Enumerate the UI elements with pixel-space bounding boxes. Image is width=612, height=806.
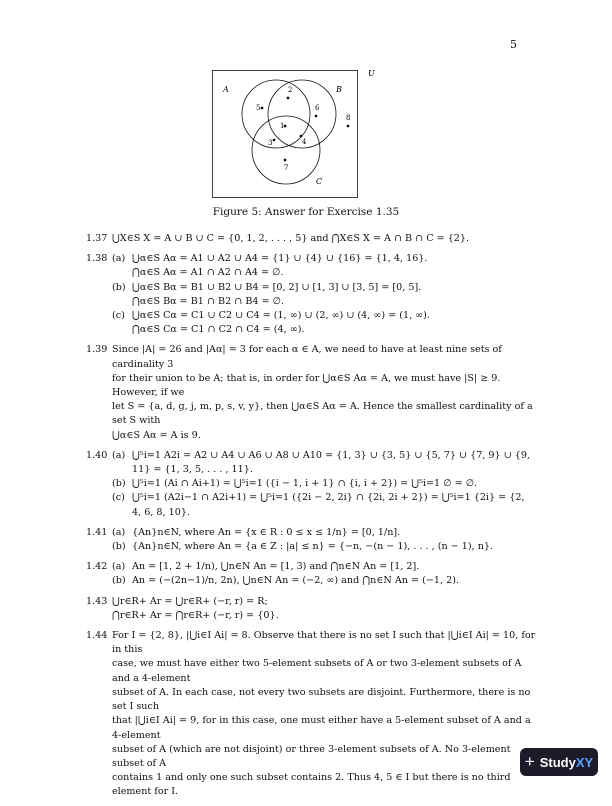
exercise-part: [112, 281, 536, 309]
label-c: C: [316, 177, 323, 186]
part-line: {An}n∈N, where An = {x ∈ R : 0 ≤ x ≤ 1/n} = [0, 1/n].: [132, 526, 401, 538]
exercise: [86, 232, 536, 246]
exercise-line: let S = {a, d, g, j, m, p, s, v, y}, then ⋃α∈S Aα = A. Hence the smallest cardinality of a set S with: [112, 401, 533, 427]
venn-point-label: 6: [315, 104, 320, 112]
exercise: [86, 526, 536, 554]
part-label: (a): [112, 526, 126, 538]
part-line: ⋂α∈S Bα = B1 ∩ B2 ∩ B4 = ∅.: [132, 295, 285, 307]
part-label: (a): [112, 253, 126, 265]
exercise-line: ⋃X∈S X = A ∪ B ∪ C = {0, 1, 2, . . . , 5} and ⋂X∈S X = A ∩ B ∩ C = {2}.: [112, 233, 470, 244]
venn-point-label: 2: [288, 86, 293, 94]
exercise-part: [112, 574, 536, 588]
exercise-number: 1.38: [86, 253, 108, 265]
exercise-number: 1.42: [86, 561, 108, 573]
exercise-line: ⋃α∈S Aα = A is 9.: [112, 429, 201, 441]
exercise-number: 1.37: [86, 233, 108, 244]
exercise: [86, 560, 536, 588]
exercise-part: [112, 477, 536, 491]
part-label: (c): [112, 492, 125, 504]
part-line: ⋃α∈S Cα = C1 ∪ C2 ∪ C4 = (1, ∞) ∪ (2, ∞) ∪ (4, ∞) = (1, ∞).: [132, 310, 430, 322]
brand-label: Study: [539, 754, 576, 770]
venn-point-label: 4: [302, 138, 307, 146]
exercise-list: [86, 232, 536, 806]
exercise: [86, 343, 536, 442]
label-u: U: [368, 69, 375, 78]
venn-point-label: 7: [284, 164, 289, 172]
part-line: ⋃⁵i=1 A2i = A2 ∪ A4 ∪ A6 ∪ A8 ∪ A10 = {1, 3} ∪ {3, 5} ∪ {5, 7} ∪ {7, 9} ∪ {9, 11} = {1, 3, 5, . . . , 11}.: [132, 449, 531, 476]
exercise: [86, 629, 536, 799]
exercise-number: 1.43: [86, 595, 108, 607]
part-line: ⋃α∈S Aα = A1 ∪ A2 ∪ A4 = {1} ∪ {4} ∪ {16} = {1, 4, 16}.: [132, 253, 428, 265]
venn-point-label: 5: [256, 104, 261, 112]
part-label: (b): [112, 541, 126, 553]
label-a: A: [223, 85, 229, 94]
figure-caption: Figure 5: Answer for Exercise 1.35: [212, 206, 400, 218]
page-number: 5: [510, 38, 517, 51]
venn-point-dot: [300, 135, 303, 138]
part-line: ⋃α∈S Bα = B1 ∪ B2 ∪ B4 = [0, 2] ∪ [1, 3] ∪ [3, 5] = [0, 5].: [132, 281, 422, 293]
exercise: [86, 449, 536, 520]
exercise-part: [112, 449, 536, 477]
part-label: (c): [112, 310, 125, 322]
venn-point-dot: [315, 115, 318, 118]
exercise: [86, 252, 536, 337]
part-line: An = [1, 2 + 1/n), ⋃n∈N An = [1, 3) and ⋂n∈N An = [1, 2].: [132, 561, 420, 573]
exercise-part: [112, 309, 536, 337]
exercise-part: [112, 540, 536, 554]
exercise-line: For I = {2, 8}, |⋃i∈I Ai| = 8. Observe that there is no set I such that |⋃i∈I Ai| = 10, for in this: [112, 630, 536, 656]
exercise-number: 1.40: [86, 449, 108, 461]
plus-icon: +: [524, 752, 535, 771]
part-line: {An}n∈N, where An = {a ∈ Z : |a| ≤ n} = {−n, −(n − 1), . . . , (n − 1), n}.: [132, 541, 494, 553]
venn-diagram: [212, 69, 375, 198]
part-label: (b): [112, 478, 126, 490]
exercise-line: that |⋃i∈I Ai| = 9, for in this case, one must either have a 5-element subset of A and a 4-element: [112, 715, 531, 741]
exercise-number: 1.44: [86, 630, 108, 642]
exercise-line: contains 1 and only one such subset contains 2. Thus 4, 5 ∈ I but there is no third element for I.: [112, 772, 511, 798]
part-label: (a): [112, 561, 126, 573]
venn-point-dot: [287, 97, 290, 100]
venn-point-dot: [273, 139, 276, 142]
exercise-number: 1.39: [86, 344, 108, 356]
venn-point-dot: [261, 107, 264, 110]
part-line: ⋂α∈S Aα = A1 ∩ A2 ∩ A4 = ∅.: [132, 267, 284, 279]
exercise-number: 1.41: [86, 526, 108, 538]
part-line: An = (−(2n−1)/n, 2n), ⋃n∈N An = (−2, ∞) and ⋂n∈N An = (−1, 2).: [132, 575, 459, 587]
brand-accent-label: XY: [575, 754, 594, 770]
exercise-line: ⋂r∈R+ Ar = ⋂r∈R+ (−r, r) = {0}.: [112, 609, 279, 621]
exercise-part: [112, 526, 536, 540]
exercise-line: ⋃r∈R+ Ar = ⋃r∈R+ (−r, r) = R;: [112, 595, 268, 607]
venn-point-dot: [284, 159, 287, 162]
part-label: (b): [112, 281, 126, 293]
venn-point-dot: [347, 125, 350, 128]
venn-point-label: 8: [346, 114, 351, 122]
part-label: (b): [112, 575, 126, 587]
venn-point-label: 1: [280, 122, 285, 130]
exercise-part: [112, 560, 536, 574]
part-label: (a): [112, 449, 126, 461]
circle-a: [242, 80, 310, 148]
exercise-line: for their union to be A; that is, in order for ⋃α∈S Aα = A, we must have |S| ≥ 9. However, if we: [112, 372, 501, 399]
part-line: ⋃⁵i=1 (Ai ∩ Ai+1) = ⋃⁵i=1 ({i − 1, i + 1} ∩ {i, i + 2}) = ⋃⁵i=1 ∅ = ∅.: [132, 478, 478, 490]
label-b: B: [336, 85, 342, 94]
exercise-part: [112, 491, 536, 519]
exercise-part: [112, 252, 536, 280]
exercise: [86, 595, 536, 623]
venn-point-label: 3: [268, 139, 273, 147]
exercise-line: case, we must have either two 5-element subsets of A or two 3-element subsets of A and a 4-element: [112, 658, 522, 684]
exercise-line: subset of A. In each case, not every two subsets are disjoint. Furthermore, there is no set I such: [112, 686, 531, 713]
studyxy-badge[interactable]: [520, 748, 598, 776]
exercise-line: subset of A (which are not disjoint) or three 3-element subsets of A. No 3-element subset of A: [112, 743, 511, 769]
exercise-line: Since |A| = 26 and |Aα| = 3 for each α ∈ A, we need to have at least nine sets of cardinality 3: [112, 344, 502, 370]
part-line: ⋃⁵i=1 (A2i−1 ∩ A2i+1) = ⋃⁵i=1 ({2i − 2, 2i} ∩ {2i, 2i + 2}) = ⋃⁵i=1 {2i} = {2, 4, 6, 8, 10}.: [132, 492, 525, 518]
part-line: ⋂α∈S Cα = C1 ∩ C2 ∩ C4 = (4, ∞).: [132, 324, 305, 336]
